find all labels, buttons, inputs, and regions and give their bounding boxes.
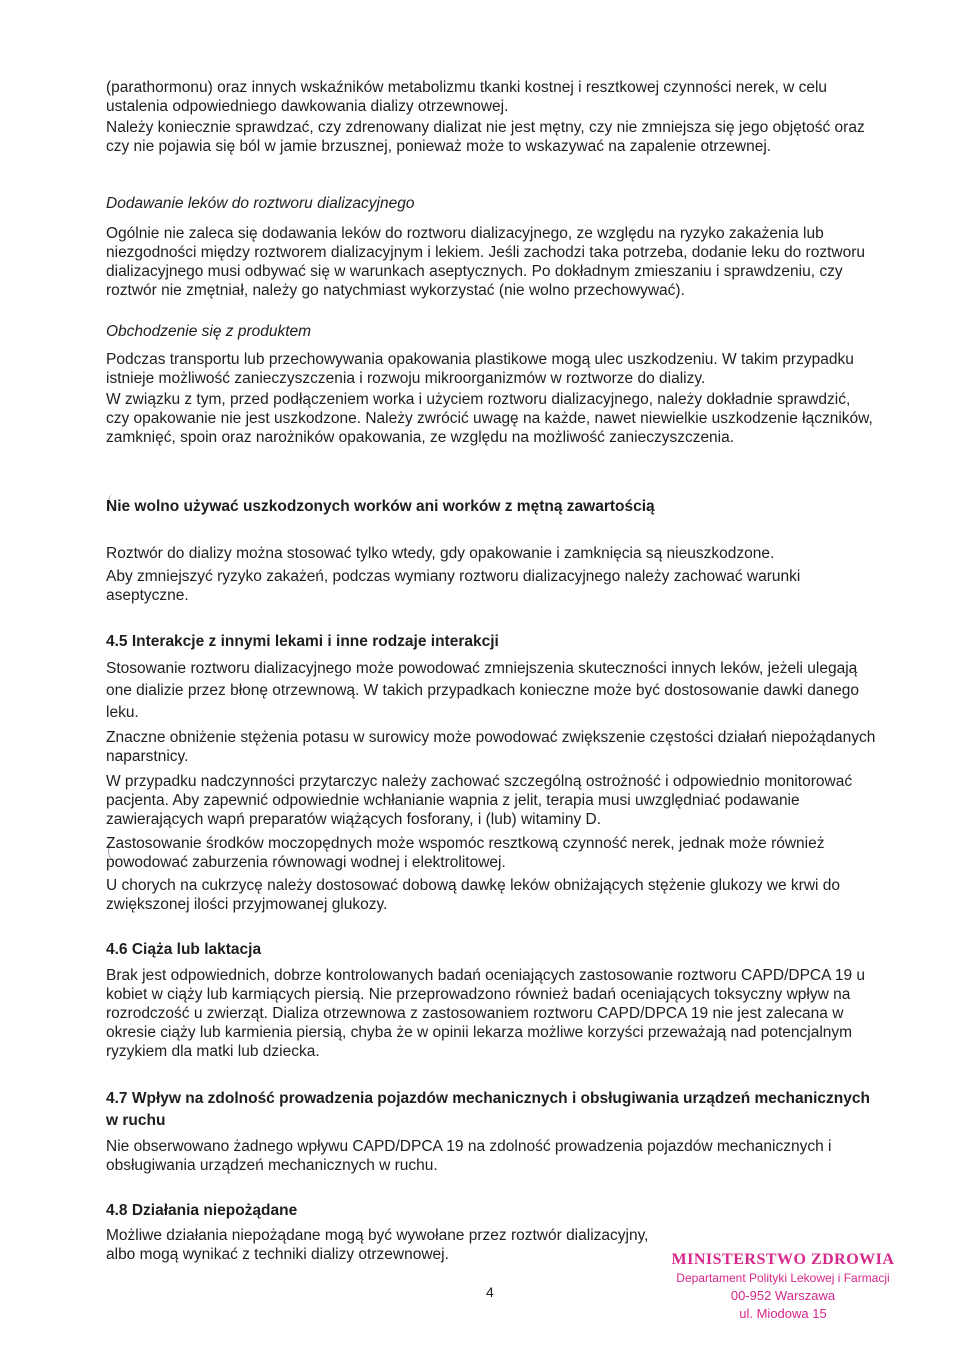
section-4-5-text-2: Znaczne obniżenie stężenia potasu w surowicy może powodować zwiększenie częstości działań niepożądanych naparstnicy.: [106, 729, 876, 765]
handling-paragraph-2: [106, 390, 876, 447]
section-4-5-paragraph-5: [106, 876, 876, 914]
intro-paragraph-2: [106, 118, 876, 156]
section-4-8-heading: 4.8 Działania niepożądane: [106, 1202, 298, 1219]
section-4-7-text: Nie obserwowano żadnego wpływu CAPD/DPCA 19 na zdolność prowadzenia pojazdów mechanicznych i obsługiwania urządzeń mechanicznych w ruchu.: [106, 1138, 832, 1174]
stamp-title: MINISTERSTWO ZDROWIA: [671, 1251, 895, 1268]
ministry-stamp: [668, 1250, 898, 1323]
handling-section-title: [106, 322, 876, 341]
section-4-5-text-5: U chorych na cukrzycę należy dostosować dobową dawkę leków obniżających stężenie glukozy we krwi do zwiększonej ilości przyjmowanej glukozy.: [106, 877, 841, 913]
section-4-5-text-1: Stosowanie roztworu dializacyjnego może powodować zmniejszenia skuteczności innych leków, jeżeli ulegają one dializie przez błonę otrzewnową. W takich przypadkach konieczne może być dostosowanie dawki danego leku.: [106, 660, 860, 721]
section-4-7-title: [106, 1088, 876, 1132]
handling-warning: [106, 497, 876, 516]
section-4-8-title: [106, 1201, 876, 1220]
section-4-5-paragraph-1: [106, 658, 876, 724]
stamp-street: ul. Miodowa 15: [739, 1306, 827, 1321]
section-4-5-paragraph-4: [106, 834, 876, 872]
intro-paragraph-1: [106, 78, 876, 116]
adding-text: Ogólnie nie zaleca się dodawania leków do roztworu dializacyjnego, ze względu na ryzyko zakażenia lub niezgodności między roztworem dializacyjnym i lekiem. Jeśli zachodzi taka potrzeba, dodanie leku do roztworu dializacyjnego musi odbywać się w warunkach aseptycznych. Po dokładnym zmieszaniu i sprawdzeniu, czy roztwór nie zmętniał, należy go natychmiast wykorzystać (nie wolno przechowywać).: [106, 225, 865, 299]
section-4-5-text-3: W przypadku nadczynności przytarczyc należy zachować szczególną ostrożność i odpowiednio monitorować pacjenta. Aby zapewnić odpowiednie wchłanianie wapnia z jelit, terapia musi uwzględniać podawanie zawierających wapń preparatów wiążących fosforany, i (lub) witaminy D.: [106, 773, 853, 828]
section-4-6-paragraph: [106, 966, 876, 1061]
adding-section-title: [106, 194, 876, 213]
section-4-8-paragraph: [106, 1226, 666, 1264]
section-4-8-text: Możliwe działania niepożądane mogą być wywołane przez roztwór dializacyjny, albo mogą wynikać z techniki dializy otrzewnowej.: [106, 1227, 649, 1263]
section-4-5-heading: 4.5 Interakcje z innymi lekami i inne rodzaje interakcji: [106, 633, 499, 650]
handling-text-4: Aby zmniejszyć ryzyko zakażeń, podczas wymiany roztworu dializacyjnego należy zachować warunki aseptyczne.: [106, 568, 801, 604]
warning-text: Nie wolno używać uszkodzonych worków ani worków z mętną zawartością: [106, 498, 655, 515]
section-4-5-paragraph-3: [106, 772, 876, 829]
section-4-6-text: Brak jest odpowiednich, dobrze kontrolowanych badań oceniających zastosowanie roztworu CAPD/DPCA 19 u kobiet w ciąży lub karmiących piersią. Nie przeprowadzono również badań oceniających toksyczny wpływ na rozrodczość u zwierząt. Dializa otrzewnowa z zastosowaniem roztworu CAPD/DPCA 19 nie jest zalecana w okresie ciąży lub karmienia piersią, chyba że w opinii lekarza możliwe korzyści przeważają nad potencjalnym ryzykiem dla matki lub dziecka.: [106, 967, 866, 1060]
section-4-5-paragraph-2: [106, 728, 876, 766]
handling-paragraph-1: [106, 350, 876, 388]
intro-text-1: (parathormonu) oraz innych wskaźników metabolizmu tkanki kostnej i resztkowej czynności nerek, w celu ustalenia odpowiedniego dawkowania dializy otrzewnowej.: [106, 79, 828, 115]
intro-text-2: Należy koniecznie sprawdzać, czy zdrenowany dializat nie jest mętny, czy nie zmniejsza się jego objętość oraz czy nie pojawia się ból w jamie brzusznej, ponieważ może to wskazywać na zapalenie otrzewnej.: [106, 119, 865, 155]
section-4-7-heading: 4.7 Wpływ na zdolność prowadzenia pojazdów mechanicznych i obsługiwania urządzeń mechanicznych w ruchu: [106, 1090, 870, 1129]
adding-title: Dodawanie leków do roztworu dializacyjnego: [106, 195, 415, 212]
adding-paragraph: [106, 224, 876, 300]
handling-text-1: Podczas transportu lub przechowywania opakowania plastikowe mogą ulec uszkodzeniu. W takim przypadku istnieje możliwość zanieczyszczenia i rozwoju mikroorganizmów w roztworze do dializy.: [106, 351, 854, 387]
stamp-department: Departament Polityki Lekowej i Farmacji: [676, 1271, 890, 1285]
handling-paragraph-4: [106, 567, 876, 605]
page-number: 4: [486, 1284, 494, 1300]
handling-paragraph-3: [106, 544, 876, 563]
section-4-5-title: [106, 632, 876, 651]
section-4-6-title: [106, 940, 876, 959]
section-4-5-text-4: Zastosowanie środków moczopędnych może wspomóc resztkową czynność nerek, jednak może również powodować zaburzenia równowagi wodnej i elektrolitowej.: [106, 835, 825, 871]
handling-text-3: Roztwór do dializy można stosować tylko wtedy, gdy opakowanie i zamknięcia są nieuszkodzone.: [106, 545, 775, 562]
section-4-7-paragraph: [106, 1137, 876, 1175]
section-4-6-heading: 4.6 Ciąża lub laktacja: [106, 941, 262, 958]
handling-text-2: W związku z tym, przed podłączeniem worka i użyciem roztworu dializacyjnego, należy dokładnie sprawdzić, czy opakowanie nie jest uszkodzone. Należy zwrócić uwagę na każde, nawet niewielkie uszkodzenie łączników, zamknięć, spoin oraz narożników opakowania, ze względu na możliwość zanieczyszczenia.: [106, 391, 873, 446]
handling-title: Obchodzenie się z produktem: [106, 323, 312, 340]
stamp-postal: 00-952 Warszawa: [730, 1288, 836, 1303]
